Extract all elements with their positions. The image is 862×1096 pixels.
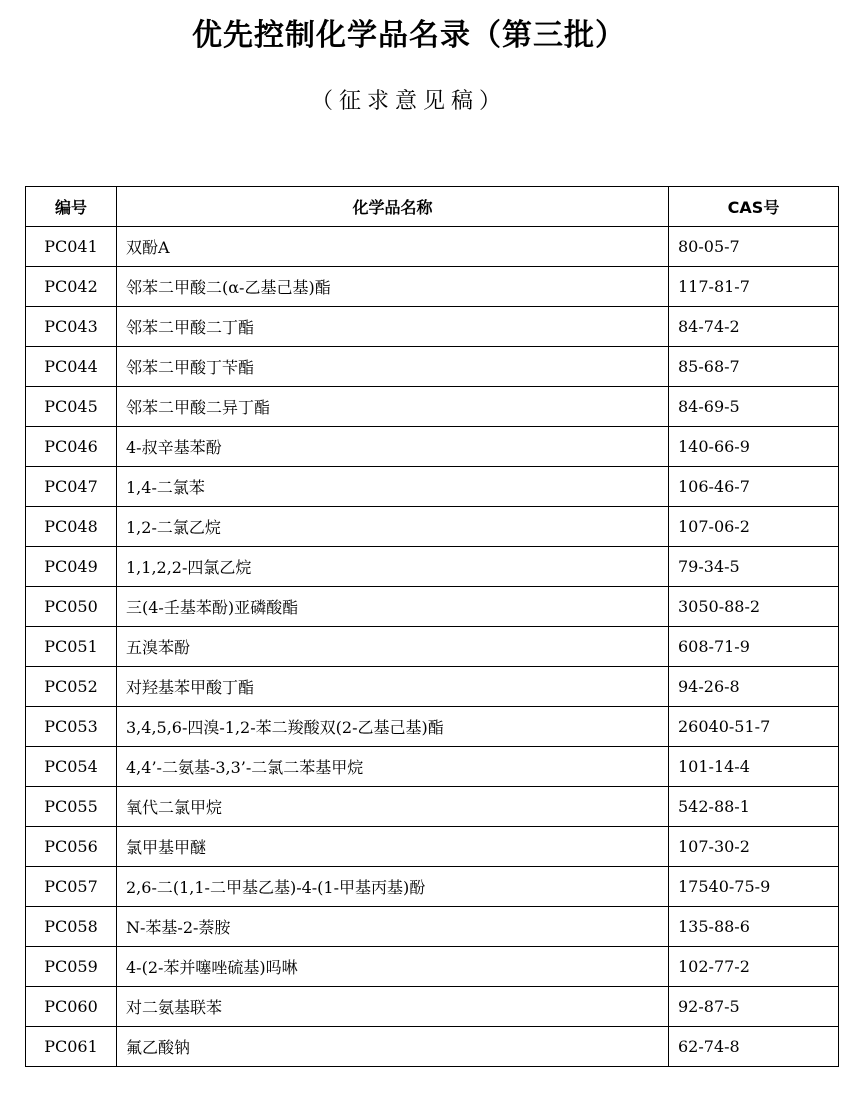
table-row xyxy=(26,907,839,947)
table-row xyxy=(26,467,839,507)
cell-cas-number: 80-05-7 xyxy=(669,227,839,267)
document-title: 优先控制化学品名录（第三批） xyxy=(192,18,626,53)
cell-chemical-name: 4-叔辛基苯酚 xyxy=(117,427,669,467)
cell-cas-number: 542-88-1 xyxy=(669,787,839,827)
cell-cas-number: 84-69-5 xyxy=(669,387,839,427)
cell-cas-number: 62-74-8 xyxy=(669,1027,839,1067)
cell-cas-number: 102-77-2 xyxy=(669,947,839,987)
cell-id: PC051 xyxy=(26,627,117,667)
cell-id: PC060 xyxy=(26,987,117,1027)
header-name: 化学品名称 xyxy=(117,187,669,227)
cell-chemical-name: 对羟基苯甲酸丁酯 xyxy=(117,667,669,707)
document-subtitle: （征求意见稿） xyxy=(310,89,507,114)
header-id: 编号 xyxy=(26,187,117,227)
cell-id: PC061 xyxy=(26,1027,117,1067)
table-row xyxy=(26,547,839,587)
cell-id: PC044 xyxy=(26,347,117,387)
table-row xyxy=(26,707,839,747)
table-row xyxy=(26,347,839,387)
cell-cas-number: 608-71-9 xyxy=(669,627,839,667)
cell-chemical-name: 4,4’-二氨基-3,3’-二氯二苯基甲烷 xyxy=(117,747,669,787)
cell-cas-number: 106-46-7 xyxy=(669,467,839,507)
table-row xyxy=(26,227,839,267)
table-row xyxy=(26,827,839,867)
cell-chemical-name: 邻苯二甲酸丁苄酯 xyxy=(117,347,669,387)
cell-id: PC047 xyxy=(26,467,117,507)
table-row xyxy=(26,667,839,707)
cell-id: PC043 xyxy=(26,307,117,347)
cell-chemical-name: 4-(2-苯并噻唑硫基)吗啉 xyxy=(117,947,669,987)
table-row xyxy=(26,1027,839,1067)
cell-chemical-name: N-苯基-2-萘胺 xyxy=(117,907,669,947)
cell-id: PC041 xyxy=(26,227,117,267)
cell-cas-number: 140-66-9 xyxy=(669,427,839,467)
cell-chemical-name: 1,4-二氯苯 xyxy=(117,467,669,507)
table-header-row xyxy=(26,187,839,227)
table-row xyxy=(26,427,839,467)
chemical-list-table xyxy=(25,186,839,1067)
cell-id: PC053 xyxy=(26,707,117,747)
cell-id: PC042 xyxy=(26,267,117,307)
table-row xyxy=(26,307,839,347)
cell-id: PC059 xyxy=(26,947,117,987)
cell-id: PC045 xyxy=(26,387,117,427)
cell-chemical-name: 氧代二氯甲烷 xyxy=(117,787,669,827)
table-row xyxy=(26,987,839,1027)
cell-id: PC049 xyxy=(26,547,117,587)
table-row xyxy=(26,267,839,307)
cell-chemical-name: 三(4-壬基苯酚)亚磷酸酯 xyxy=(117,587,669,627)
cell-cas-number: 107-06-2 xyxy=(669,507,839,547)
table-row xyxy=(26,387,839,427)
cell-chemical-name: 邻苯二甲酸二(α-乙基己基)酯 xyxy=(117,267,669,307)
cell-id: PC052 xyxy=(26,667,117,707)
cell-chemical-name: 邻苯二甲酸二异丁酯 xyxy=(117,387,669,427)
cell-cas-number: 84-74-2 xyxy=(669,307,839,347)
cell-cas-number: 101-14-4 xyxy=(669,747,839,787)
cell-cas-number: 135-88-6 xyxy=(669,907,839,947)
cell-id: PC058 xyxy=(26,907,117,947)
cell-cas-number: 107-30-2 xyxy=(669,827,839,867)
cell-chemical-name: 氟乙酸钠 xyxy=(117,1027,669,1067)
table-row xyxy=(26,507,839,547)
table-row xyxy=(26,787,839,827)
cell-cas-number: 85-68-7 xyxy=(669,347,839,387)
cell-id: PC056 xyxy=(26,827,117,867)
table-row xyxy=(26,747,839,787)
cell-id: PC057 xyxy=(26,867,117,907)
table-row xyxy=(26,947,839,987)
cell-chemical-name: 五溴苯酚 xyxy=(117,627,669,667)
cell-cas-number: 26040-51-7 xyxy=(669,707,839,747)
cell-id: PC050 xyxy=(26,587,117,627)
cell-id: PC048 xyxy=(26,507,117,547)
cell-id: PC046 xyxy=(26,427,117,467)
cell-cas-number: 79-34-5 xyxy=(669,547,839,587)
cell-id: PC055 xyxy=(26,787,117,827)
cell-chemical-name: 氯甲基甲醚 xyxy=(117,827,669,867)
header-cas: CAS号 xyxy=(669,187,839,227)
table-row xyxy=(26,587,839,627)
cell-chemical-name: 1,1,2,2-四氯乙烷 xyxy=(117,547,669,587)
cell-chemical-name: 双酚A xyxy=(117,227,669,267)
cell-chemical-name: 对二氨基联苯 xyxy=(117,987,669,1027)
cell-chemical-name: 2,6-二(1,1-二甲基乙基)-4-(1-甲基丙基)酚 xyxy=(117,867,669,907)
cell-cas-number: 94-26-8 xyxy=(669,667,839,707)
table-row xyxy=(26,867,839,907)
cell-cas-number: 17540-75-9 xyxy=(669,867,839,907)
cell-id: PC054 xyxy=(26,747,117,787)
table-row xyxy=(26,627,839,667)
cell-cas-number: 117-81-7 xyxy=(669,267,839,307)
cell-chemical-name: 1,2-二氯乙烷 xyxy=(117,507,669,547)
cell-cas-number: 92-87-5 xyxy=(669,987,839,1027)
cell-chemical-name: 邻苯二甲酸二丁酯 xyxy=(117,307,669,347)
cell-cas-number: 3050-88-2 xyxy=(669,587,839,627)
cell-chemical-name: 3,4,5,6-四溴-1,2-苯二羧酸双(2-乙基己基)酯 xyxy=(117,707,669,747)
